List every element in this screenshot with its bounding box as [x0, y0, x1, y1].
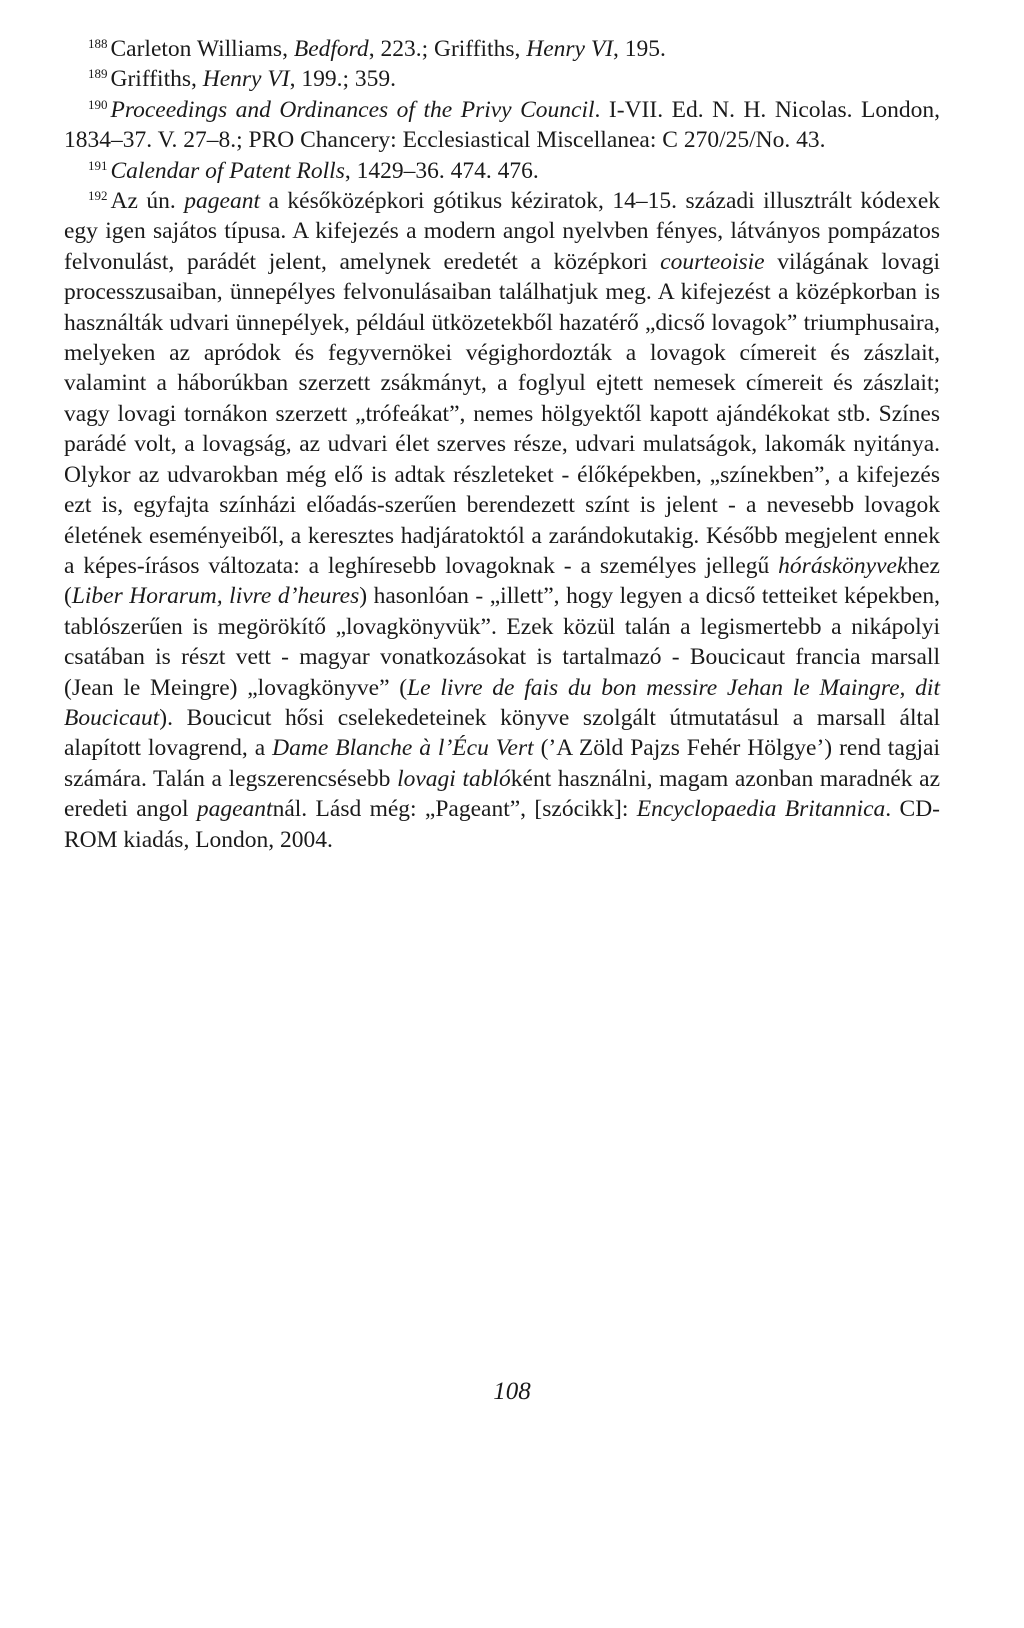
footnote-189 — [64, 64, 940, 94]
footnotes-block — [64, 34, 940, 855]
footnote-number: 190 — [88, 96, 108, 112]
footnote-number: 191 — [88, 157, 108, 173]
footnote-number: 192 — [88, 188, 108, 204]
footnote-text: Proceedings and Ordinances of the Privy Council. I-VII. Ed. N. H. Nicolas. London, 1834–37. V. 27–8.; PRO Chancery: Ecclesiastical Miscellanea: C 270/25/No. 43. — [64, 96, 940, 154]
footnote-text: Calendar of Patent Rolls, 1429–36. 474. 476. — [110, 157, 539, 184]
footnote-text: Griffiths, Henry VI, 199.; 359. — [110, 66, 396, 93]
footnote-number: 189 — [88, 66, 108, 82]
page-number: 108 — [493, 1378, 531, 1405]
footnote-text: Carleton Williams, Bedford, 223.; Griffiths, Henry VI, 195. — [110, 36, 666, 62]
footnote-190 — [64, 95, 940, 156]
footnote-text: Az ún. pageant a későközépkori gótikus kéziratok, 14–15. századi illusztrált kódexek egy igen sajátos típusa. A kifejezés a modern angol nyelvben fényes, látványos pompázatos felvonulást, parádét jelent, amelynek eredetét a középkori courteoisie világának lovagi processzusaiban, ünnepélyes felvonulásaiban találhatjuk meg. A kifejezést a középkorban is használták udvari ünnepélyek, például ütközetekből hazatérő „dicső lovagok” triumphusaira, melyeken az apródok és fegyvernökei végighordozták a lovagok címereit és zászlait, valamint a háborúkban szerzett zsákmányt, a foglyul ejtett nemesek címereit és zászlait; vagy lovagi tornákon szerzett „trófeákat”, nemes hölgyektől kapott ajándékokat stb. Színes parádé volt, a lovagság, az udvari élet szerves része, udvari mulatságok, lakomák nyitánya. Olykor az udvarokban még elő is adtak részleteket - élőképekben, „színekben”, a kifejezés ezt is, egyfajta színházi előadás-szerűen berendezett színt is jelent - a nevesebb lovagok életének eseményeiből, a keresztes hadjáratoktól a zarándokutakig. Később megjelent ennek a képes-írásos változata: a leghíresebb lovagoknak - a személyes jellegű hóráskönyvekhez (Liber Horarum, livre d’heures) hasonlóan - „illett”, hogy legyen a dicső tetteiket képekben, tablószerűen is megörökítő „lovagkönyvük”. Ezek közül talán a legismertebb a nikápolyi csatában is részt vett - magyar vonatkozásokat is tartalmazó - Boucicaut francia marsall (Jean le Meingre) „lovagkönyve” (Le livre de fais du bon messire Jehan le Maingre, dit Boucicaut). Boucicut hősi cselekedeteinek könyve szolgált útmutatásul a marsall által alapított lovagrend, a Dame Blanche à l’Écu Vert (’A Zöld Pajzs Fehér Hölgye’) rend tagjai számára. Talán a legszerencsésebb lovagi tablóként használni, magam azonban maradnék az eredeti angol pageantnál. Lásd még: „Pageant”, [szócikk]: Encyclopaedia Britannica. CD-ROM kiadás, London, 2004. — [64, 188, 941, 853]
footnote-188 — [64, 34, 940, 64]
footnote-number: 188 — [88, 36, 108, 51]
footnote-192 — [64, 186, 940, 855]
footnote-191 — [64, 156, 940, 186]
